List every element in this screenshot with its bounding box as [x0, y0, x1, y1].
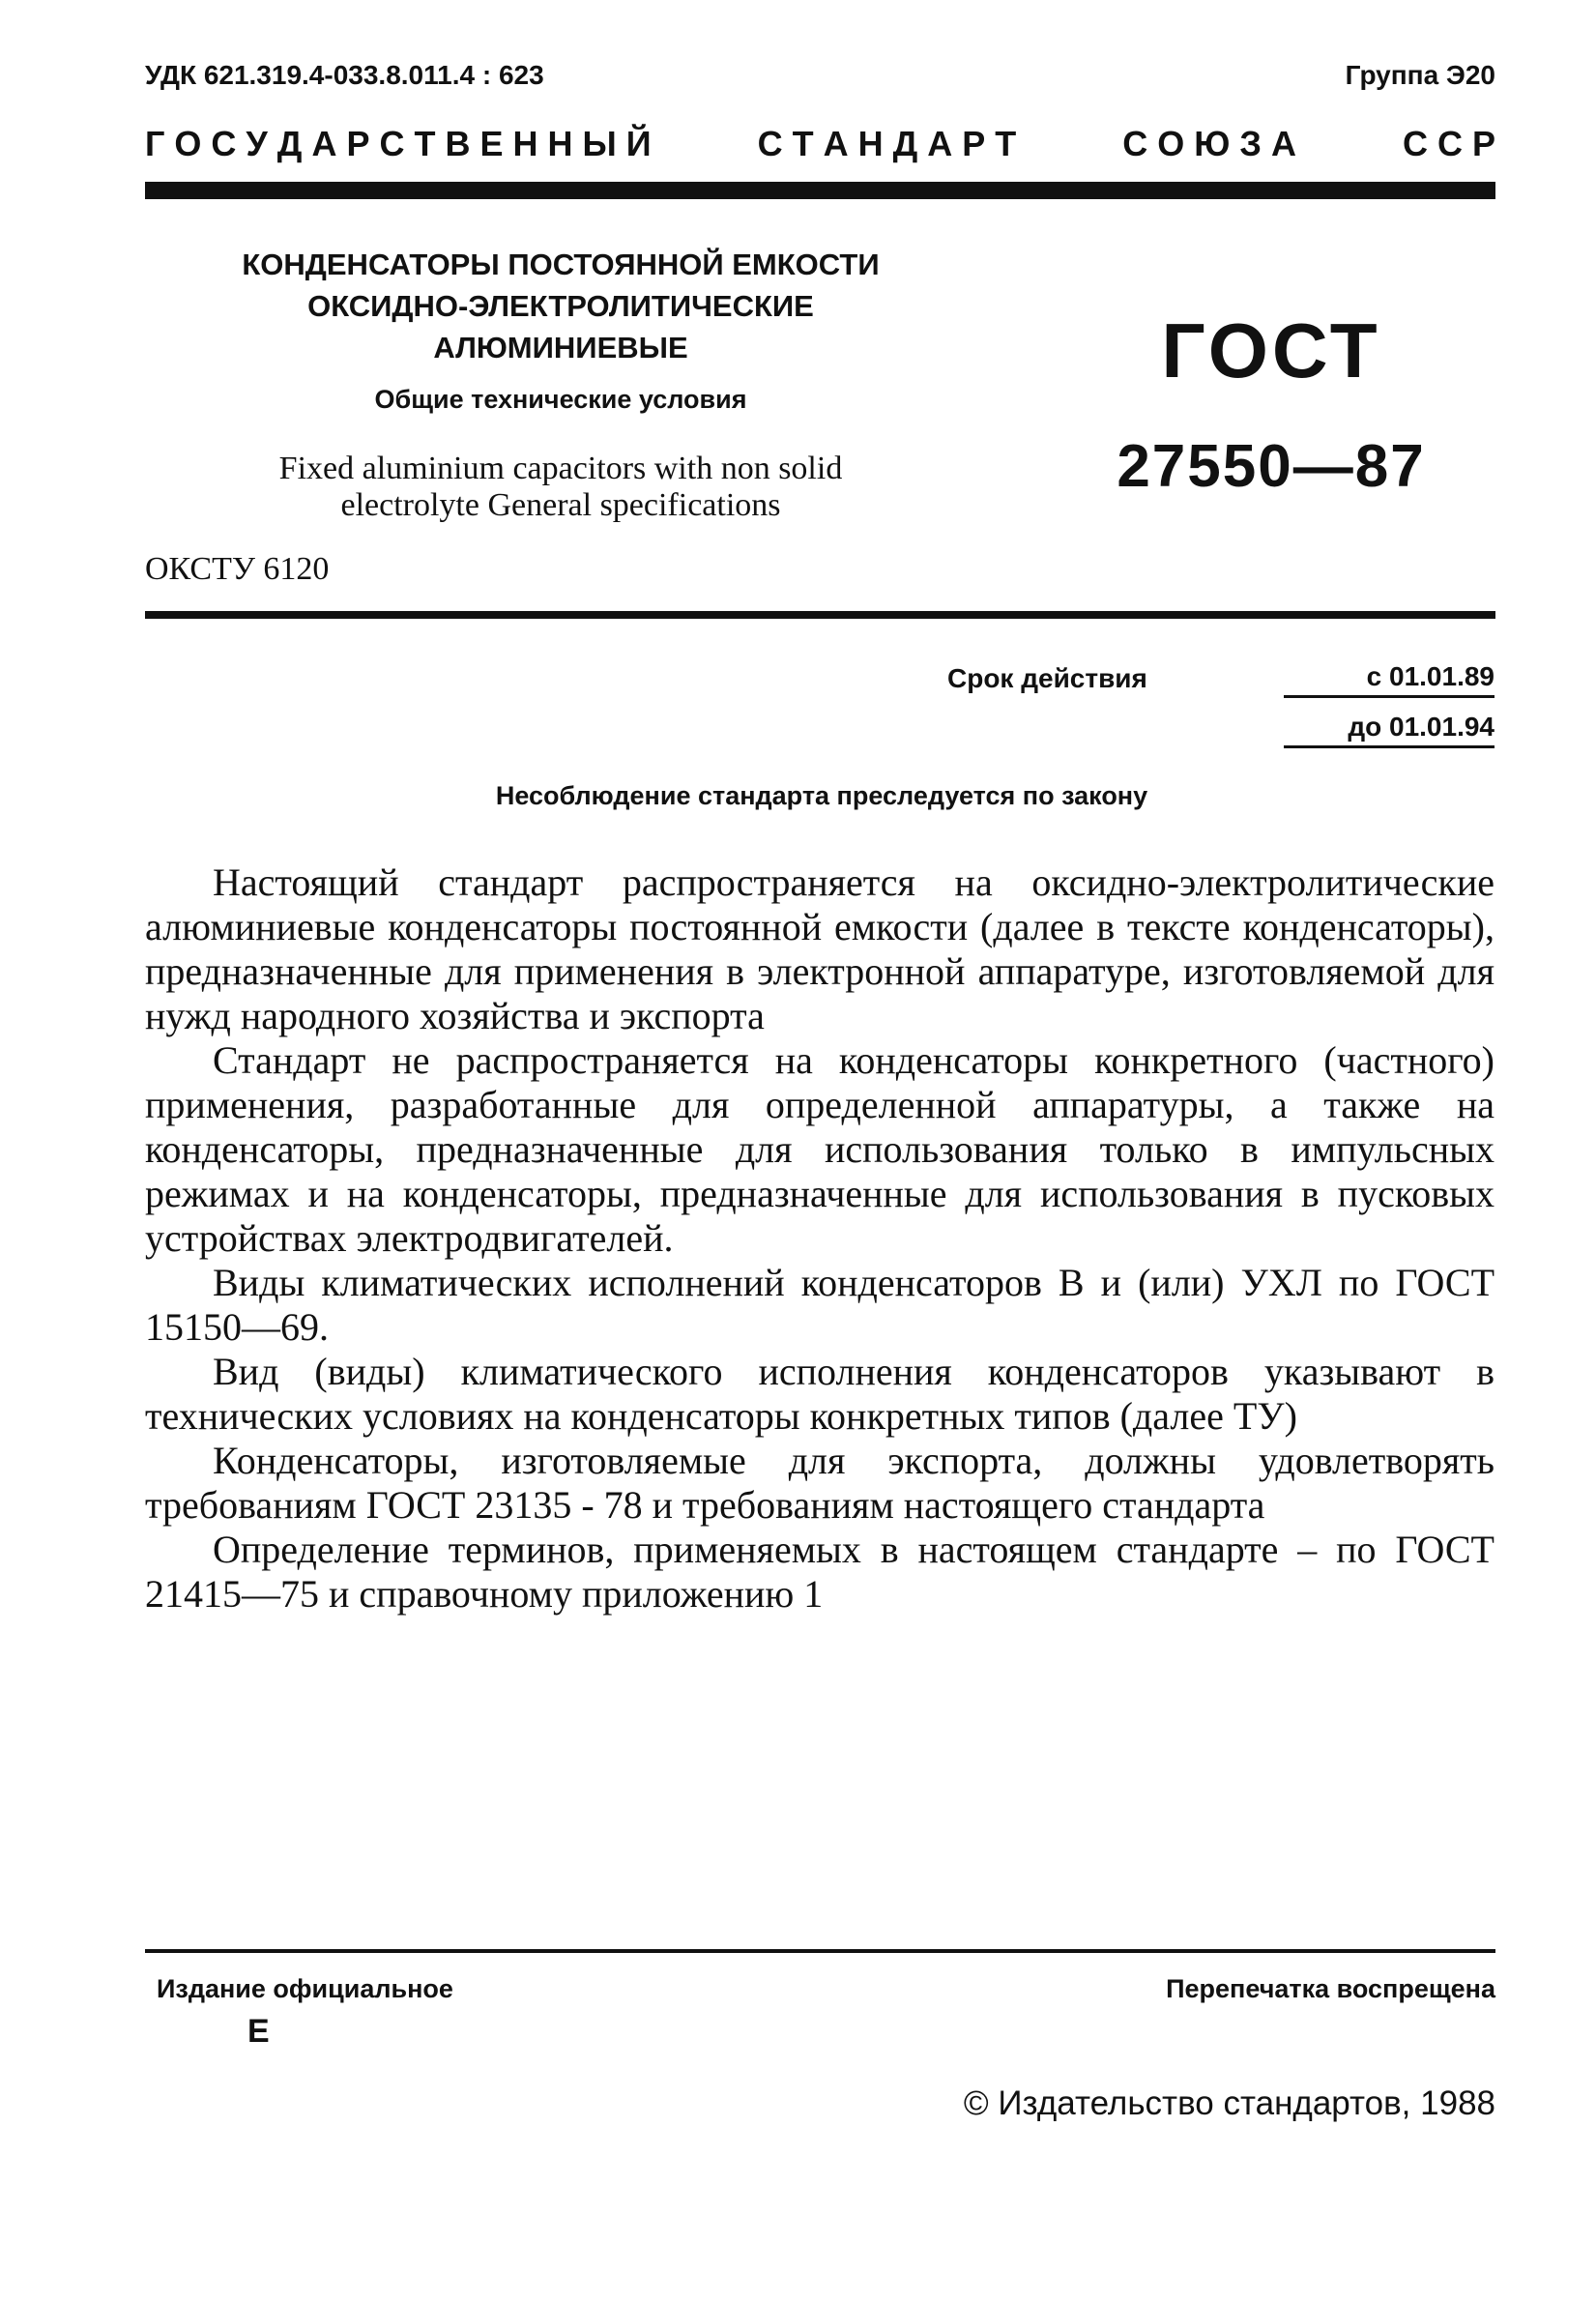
validity-label: Срок действия — [947, 663, 1147, 693]
legal-notice: Несоблюдение стандарта преследуется по закону — [495, 781, 1148, 810]
gost-designation — [1044, 307, 1498, 501]
body-text — [145, 860, 1494, 1617]
english-title — [145, 451, 976, 524]
body-paragraph: Настоящий стандарт распространяется на оксидно-электролитические алюминиевые конденсаторы постоянной емкости (далее в тексте конденсаторы), предназначенные для применения в электронной аппаратуре, изготовляемой для нужд народного хозяйства и экспорта — [145, 860, 1494, 1037]
publisher-copyright: © Издательство стандартов, 1988 — [963, 2084, 1495, 2122]
top-divider — [145, 182, 1495, 199]
document-title — [145, 244, 976, 368]
edition-label: Издание официальное — [157, 1974, 453, 2003]
heading-word: С Т А Н Д А Р Т — [757, 124, 1017, 163]
document-subtitle: Общие технические условия — [374, 385, 747, 414]
gost-number: 27550—87 — [1117, 433, 1426, 500]
gost-label: ГОСТ — [1161, 307, 1381, 393]
body-paragraph: Виды климатических исполнений конденсаторов В и (или) УХЛ по ГОСТ 15150—69. — [145, 1261, 1494, 1349]
english-title-line: electrolyte General specifications — [340, 487, 781, 523]
body-paragraph: Конденсаторы, изготовляемые для экспорта, должны удовлетворять требованиям ГОСТ 23135 - 78 и требованиям настоящего стандарта — [145, 1439, 1494, 1527]
title-line: АЛЮМИНИЕВЫЕ — [433, 331, 688, 364]
footer-divider — [145, 1949, 1495, 1953]
english-title-line: Fixed aluminium capacitors with non solid — [278, 451, 843, 486]
title-line: КОНДЕНСАТОРЫ ПОСТОЯННОЙ ЕМКОСТИ — [242, 248, 880, 281]
body-paragraph: Определение терминов, применяемых в настоящем стандарте – по ГОСТ 21415—75 и справочному приложению 1 — [145, 1528, 1494, 1616]
edition-mark: Е — [247, 2013, 270, 2050]
okstu-code: ОКСТУ 6120 — [145, 551, 330, 587]
heading-word: Г О С У Д А Р С Т В Е Н Н Ы Й — [145, 124, 652, 163]
title-divider — [145, 611, 1495, 619]
state-standard-heading — [145, 124, 1495, 164]
validity-to: до 01.01.94 — [1284, 712, 1494, 748]
heading-word: С О Ю З А — [1122, 124, 1296, 163]
group-code: Группа Э20 — [1345, 60, 1495, 90]
body-paragraph: Вид (виды) климатического исполнения конденсаторов указывают в технических условиях на конденсаторы конкретных типов (далее ТУ) — [145, 1350, 1494, 1438]
udk-code: УДК 621.319.4-033.8.011.4 : 623 — [145, 60, 544, 90]
title-line: ОКСИДНО-ЭЛЕКТРОЛИТИЧЕСКИЕ — [307, 289, 814, 323]
heading-word: С С Р — [1402, 124, 1495, 163]
body-paragraph: Стандарт не распространяется на конденсаторы конкретного (частного) применения, разработанные для определенной аппаратуры, а также на конденсаторы, предназначенные для использования только в импульсных режимах и на конденсаторы, предназначенные для использования в пусковых устройствах электродвигателей. — [145, 1038, 1494, 1260]
validity-from: с 01.01.89 — [1284, 661, 1494, 698]
reprint-notice: Перепечатка воспрещена — [1166, 1974, 1495, 2003]
